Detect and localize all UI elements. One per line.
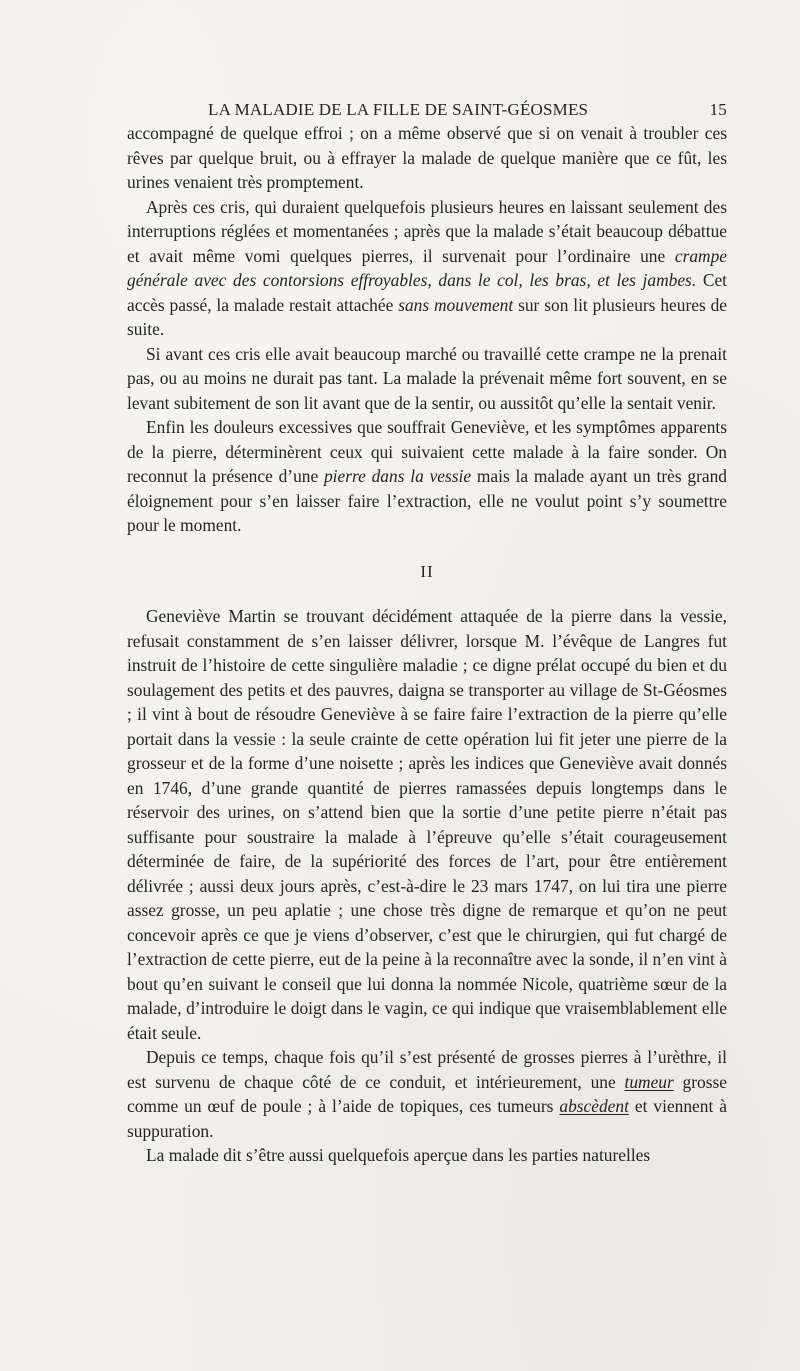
running-head	[208, 98, 727, 122]
paragraph-6-italic-abscedent: abscèdent	[559, 1096, 629, 1116]
paragraph-1: accompagné de quelque effroi ; on a même observé que si on venait à troubler ces rêves par quelque bruit, ou à effrayer la malade de quelque manière que ce fût, les urines venaient très promptement.	[127, 123, 727, 192]
running-title: LA MALADIE DE LA FILLE DE SAINT-GÉOSMES	[208, 100, 589, 119]
paragraph-4-text-a: Enfin les douleurs excessives que souffrait Geneviève, et les symptômes apparents de la pierre, déterminèrent ceux qui suivaient cette malade à la faire sonder. On reconnut la présence d’une	[127, 417, 727, 486]
paragraph-6-text-c: grosse comme un œuf de poule ; à l’aide de topiques, ces tumeurs	[127, 1071, 727, 1116]
paragraph-2-italic-crampe: crampe générale avec des contorsions effroyables, dans le col, les bras, et les jambes.	[127, 245, 727, 290]
body-text	[127, 121, 727, 1168]
paragraph-6-italic-tumeur: tumeur	[624, 1071, 674, 1092]
paragraph-2	[127, 195, 727, 342]
paragraph-5: Geneviève Martin se trouvant décidément attaquée de la pierre dans la vessie, refusait constamment de s’en laisser délivrer, lorsque M. l’évêque de Langres fut instruit de l’histoire de cette singulière maladie ; ce digne prélat occupé du bien et du soulagement des petits et des pauvres, daigna se transporter au village de St-Géosmes ; il vint à bout de résoudre Geneviève à se faire faire l’extraction de la pierre qu’elle portait dans la vessie : la seule crainte de cette opération lui fit jeter une pierre de la grosseur et de la forme d’une noisette ; après les indices que Geneviève avait donnés en 1746, d’une grande quantité de pierres ramassées depuis longtemps dans le réservoir des urines, on s’attend bien que la sortie d’une petite pierre n’était pas suffisante pour soustraire la malade à l’épreuve qu’elle s’était courageusement déterminée de faire, de la supériorité des forces de l’art, pour être entièrement délivrée ; aussi deux jours après, c’est-à-dire le 23 mars 1747, on lui tira une pierre assez grosse, un peu aplatie ; une chose très digne de remarque et qu’on ne peut concevoir après ce que je viens d’observer, c’est que le chirurgien, qui fut chargé de l’extraction de cette pierre, eut de la peine à la reconnaître avec la sonde, il n’en vint à bout qu’en suivant le conseil que lui donna la nommée Nicole, quatrième sœur de la malade, d’introduire le doigt dans le vagin, ce qui indique que vraisemblablement elle était seule.	[127, 606, 727, 1043]
paragraph-4	[127, 415, 727, 538]
paragraph-6-text-e: et viennent à suppuration.	[127, 1096, 727, 1141]
page-number: 15	[709, 100, 727, 119]
paragraph-4-italic-pierre: pierre dans la vessie	[323, 466, 472, 486]
section-number: II	[420, 561, 434, 581]
paragraph-2-text-e: sur son lit plusieurs heures de suite.	[127, 294, 728, 339]
paragraph-7: La malade dit s’être aussi quelquefois aperçue dans les parties naturelles	[146, 1145, 651, 1165]
paragraph-2-text-a: Après ces cris, qui duraient quelquefois plusieurs heures en laissant seulement des interruptions réglées et momentanées ; après que la malade s’était beaucoup débattue et avait même vomi quelques pierres, il survenait pour l’ordinaire une	[127, 196, 727, 266]
paragraph-2-italic-sans-mouvement: sans mouvement	[398, 294, 514, 315]
paragraph-3: Si avant ces cris elle avait beaucoup marché ou travaillé cette crampe ne la prenait pas, ou au moins ne durait pas tant. La malade la prévenait même fort souvent, en se levant subitement de son lit avant que de la sentir, ou aussitôt qu’elle la sentait venir.	[127, 343, 727, 413]
paragraph-4-text-c: mais la malade ayant un très grand éloignement pour s’en laisser faire l’extraction, elle ne voulut point s’y soumettre pour le moment.	[127, 466, 727, 535]
paragraph-6-text-a: Depuis ce temps, chaque fois qu’il s’est présenté de grosses pierres à l’urèthre, il est survenu de chaque côté de ce conduit, et intérieurement, une	[127, 1047, 727, 1092]
paragraph-2-text-c: Cet accès passé, la malade restait attachée	[127, 270, 727, 315]
paragraph-6	[127, 1045, 727, 1143]
